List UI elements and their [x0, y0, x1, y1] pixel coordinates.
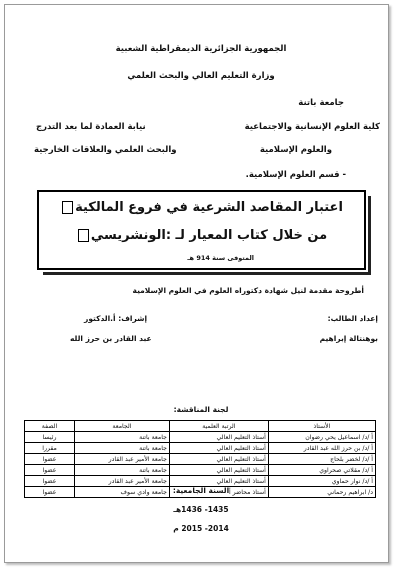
table-row: [25, 443, 376, 454]
member-university: جامعة الأمير عبد القادر: [75, 476, 170, 487]
member-university: جامعة وادي سوف: [75, 487, 170, 498]
square-glyph-icon: [62, 201, 73, 214]
member-rank: أستاذ محاضر أ: [169, 487, 268, 498]
department-name: - قسم العلوم الإسلامية.: [245, 170, 346, 180]
member-name: أ /د/ اسماعيل يحي رضوان: [268, 432, 375, 443]
university-name: جامعة باتنة: [298, 98, 344, 108]
table-row: [25, 476, 376, 487]
deanship-line1: نيابة العمادة لما بعد التدرج: [36, 122, 146, 132]
committee-heading: لجنة المناقشة:: [173, 405, 229, 414]
member-role: رئيسا: [25, 432, 75, 443]
member-rank: أستاذ التعليم العالي: [169, 432, 268, 443]
ministry-name: وزارة التعليم العالي والبحث العلمي: [127, 71, 275, 81]
faculty-line2: والعلوم الإسلامية: [259, 145, 332, 155]
member-role: عضوا: [25, 465, 75, 476]
thesis-note: أطروحة مقدمة لنيل شهادة دكتوراه العلوم في العلوم الإسلامية: [132, 286, 364, 295]
member-role: عضوا: [25, 454, 75, 465]
table-header-row: [25, 421, 376, 432]
academic-year-gregorian: 2014- 2015 م: [173, 524, 229, 533]
member-rank: أستاذ التعليم العالي: [169, 476, 268, 487]
square-glyph-icon: [78, 229, 89, 242]
member-university: جامعة باتنة: [75, 443, 170, 454]
death-date: المتوفى سنة 914 هـ: [187, 254, 254, 262]
column-header: الجامعة: [75, 421, 170, 432]
column-header: الصفة: [25, 421, 75, 432]
thesis-title-line1: اعتبار المقاصد الشرعية في فروع المالكية: [39, 200, 364, 215]
deanship-line2: والبحث العلمي والعلاقات الخارجية: [34, 145, 177, 155]
member-name: أ /د/ لخضر بلحاج: [268, 454, 375, 465]
academic-year-hijri: 1435- 1436هـ: [173, 505, 229, 514]
member-name: د/ ابراهيم رحماني: [268, 487, 375, 498]
member-university: جامعة باتنة: [75, 465, 170, 476]
column-header: الرتبة العلمية: [169, 421, 268, 432]
member-university: جامعة الأمير عبد القادر: [75, 454, 170, 465]
member-role: مقررا: [25, 443, 75, 454]
prepared-by-label: إعداد الطالب:: [327, 314, 378, 323]
member-role: عضوا: [25, 487, 75, 498]
column-header: الأستاذ: [268, 421, 375, 432]
member-university: جامعة باتنة: [75, 432, 170, 443]
table-row: [25, 432, 376, 443]
student-name: بوهنتالة إبراهيم: [319, 334, 378, 343]
member-name: أ /د/ بن حرز الله عبد القادر: [268, 443, 375, 454]
supervisor-name: عبد القادر بن حرز الله: [70, 334, 152, 343]
thesis-title-line2: من خلال كتاب المعيار لـ :الونشريسي: [39, 228, 364, 243]
member-rank: أستاذ التعليم العالي: [169, 465, 268, 476]
member-rank: أستاذ التعليم العالي: [169, 443, 268, 454]
member-role: عضوا: [25, 476, 75, 487]
member-name: أ /د/ نوار حماوي: [268, 476, 375, 487]
member-name: أ /د/ مقلاتي صحراوي: [268, 465, 375, 476]
member-rank: أستاذ التعليم العالي: [169, 454, 268, 465]
republic-name: الجمهورية الجزائرية الديمقراطية الشعبية: [115, 44, 287, 54]
table-row: [25, 454, 376, 465]
table-row: [25, 465, 376, 476]
supervision-label: إشراف: أ.الدكتور: [84, 314, 148, 323]
thesis-title-box: [37, 190, 366, 270]
faculty-line1: كلية العلوم الإنسانية والاجتماعية: [244, 122, 380, 132]
academic-year-label: السنة الجامعية:: [172, 486, 230, 495]
